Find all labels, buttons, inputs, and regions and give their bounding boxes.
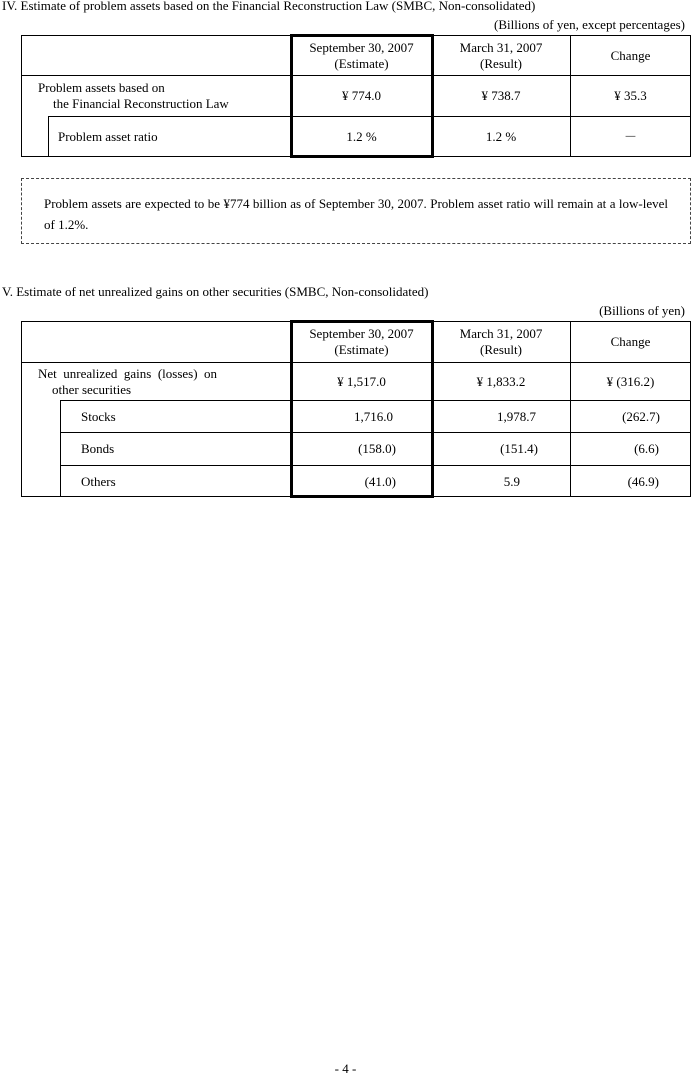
problem-asset-ratio-sep: 1.2 %	[346, 129, 377, 144]
stocks-change: (262.7)	[622, 408, 660, 424]
column-header-change: Change	[610, 47, 651, 63]
net-unrealized-sep: ¥ 1,517.0	[337, 373, 386, 389]
column-header-mar-2007: March 31, 2007 (Result)	[459, 326, 543, 357]
others-sep: (41.0)	[364, 473, 396, 489]
bonds-change: (6.6)	[634, 441, 659, 456]
column-header-sep-2007: September 30, 2007 (Estimate)	[309, 326, 414, 357]
summary-note: Problem assets are expected to be ¥774 billion as of September 30, 2007. Problem asset ratio will remain at a low-level of 1.2%.	[21, 178, 691, 244]
net-unrealized-change: ¥ (316.2)	[606, 373, 655, 389]
others-change: (46.9)	[627, 473, 659, 489]
row-label-problem-assets: Problem assets based on the Financial Reconstruction Law	[38, 80, 229, 111]
problem-assets-change: ¥ 35.3	[614, 88, 647, 103]
row-label-stocks: Stocks	[81, 408, 116, 424]
column-header-mar-2007: March 31, 2007 (Result)	[459, 39, 543, 71]
row-label-bonds: Bonds	[81, 441, 115, 456]
problem-assets-sep: ¥ 774.0	[342, 88, 381, 103]
section5-unit-note: (Billions of yen)	[599, 303, 685, 318]
column-header-sep-2007: September 30, 2007 (Estimate)	[309, 39, 414, 71]
row-label-problem-asset-ratio: Problem asset ratio	[58, 129, 158, 144]
others-mar: 5.9	[503, 473, 520, 489]
stocks-mar: 1,978.7	[497, 408, 536, 424]
stocks-sep: 1,716.0	[354, 408, 393, 424]
section4-unit-note: (Billions of yen, except percentages)	[494, 17, 685, 32]
row-label-net-unrealized-gains: Net unrealized gains (losses) on other securities	[38, 365, 218, 397]
problem-assets-mar: ¥ 738.7	[481, 88, 521, 103]
section4-heading: IV. Estimate of problem assets based on the Financial Reconstruction Law (SMBC, Non-consolidated)	[2, 0, 536, 13]
row-label-others: Others	[81, 473, 116, 489]
section5-heading: V. Estimate of net unrealized gains on other securities (SMBC, Non-consolidated)	[2, 284, 429, 299]
bonds-sep: (158.0)	[358, 441, 396, 456]
net-unrealized-mar: ¥ 1,833.2	[476, 373, 526, 389]
problem-asset-ratio-change: －	[623, 129, 637, 144]
problem-asset-ratio-mar: 1.2 %	[485, 129, 517, 144]
bonds-mar: (151.4)	[500, 441, 538, 456]
column-header-change: Change	[610, 334, 651, 349]
page-number: - 4 -	[334, 1061, 357, 1076]
